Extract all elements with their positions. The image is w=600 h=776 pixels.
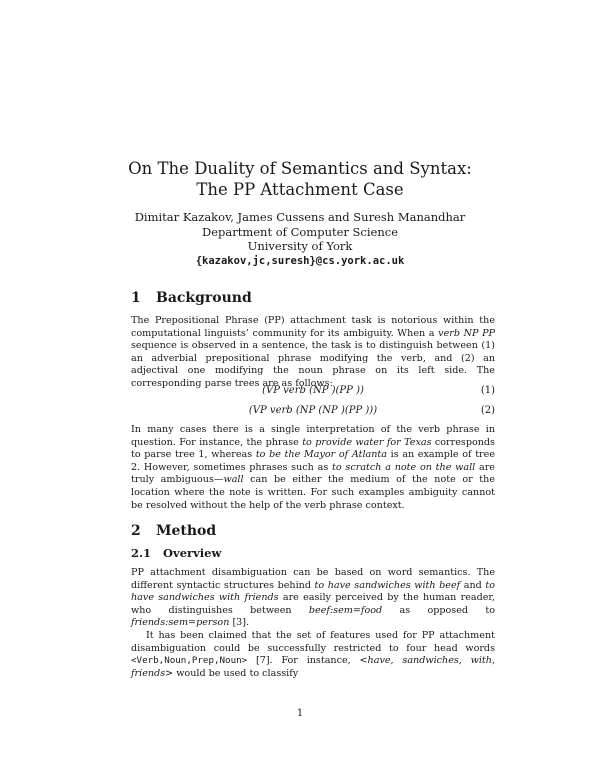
author-block <box>0 210 600 268</box>
page-number: 1 <box>296 708 304 719</box>
text-run: and <box>460 579 486 591</box>
section-1-paragraph-2 <box>131 424 495 512</box>
emphasis: wall <box>223 474 244 486</box>
emphasis: <have, sandwiches, with, friends> <box>131 655 495 679</box>
section-2-title: Method <box>156 523 217 539</box>
emphasis: to provide water for Texas <box>302 436 432 448</box>
author-names: Dimitar Kazakov, James Cussens and Suresh Manandhar <box>134 210 466 224</box>
text-run: would be used to classify <box>173 667 299 679</box>
code-text: <Verb,Noun,Prep,Noun> <box>131 655 248 667</box>
equation-1-label: (1) <box>480 385 495 396</box>
emphasis: to have sandwiches with friends <box>131 579 495 604</box>
text-run: It has been claimed that the set of features used for PP attachment disambiguation could be successfully restricted to four head words <box>131 629 495 654</box>
section-1-title: Background <box>156 290 252 306</box>
equation-2 <box>131 404 495 417</box>
section-2-number: 2 <box>131 523 141 539</box>
text-run: sequence is observed in a sentence, the task is to distinguish between (1) an adverbial prepositional phrase modifying the verb, and (2) an adjectival one modifying the noun phrase on its left side. The corresponding parse trees are as follows: <box>131 340 495 389</box>
emphasis: friends:sem=person <box>131 617 230 629</box>
equation-1-expression: (VP verb (NP )(PP )) <box>262 385 364 396</box>
section-1-number: 1 <box>131 290 141 306</box>
section-2-paragraphs <box>131 567 495 680</box>
emphasis: to be the Mayor of Atlanta <box>255 449 387 461</box>
title-line-1: On The Duality of Semantics and Syntax: <box>128 159 472 178</box>
text-run: can be either the medium of the note or the location where the note is written. For such examples ambiguity cannot be resolved without the help of the verb phrase context. <box>131 474 495 511</box>
section-2-paragraph-1 <box>131 567 495 630</box>
text-run: In many cases there is a single interpretation of the verb phrase in question. For instance, the phrase <box>131 424 495 448</box>
text-run: corresponds to parse tree 1, whereas <box>131 436 495 461</box>
equation-2-expression: (VP verb (NP (NP )(PP ))) <box>248 405 378 416</box>
equation-1 <box>131 384 495 397</box>
equation-2-label: (2) <box>480 405 495 416</box>
text-run: [3]. <box>229 617 250 629</box>
paper-title <box>0 158 600 200</box>
text-run: are truly ambiguous— <box>131 461 495 486</box>
text-run: is an example of tree 2. However, sometimes phrases such as <box>131 449 495 473</box>
author-department: Department of Computer Science <box>201 224 399 239</box>
text-run: PP attachment disambiguation can be based on word semantics. The different syntactic structures behind <box>131 567 495 591</box>
subsection-2-1-heading <box>131 546 221 560</box>
emphasis: verb NP PP <box>438 327 496 339</box>
text-run: The Prepositional Phrase (PP) attachment task is notorious within the computational linguists’ community for its ambiguity. When a <box>131 315 495 339</box>
author-university: University of York <box>247 239 353 253</box>
section-2-heading <box>131 523 216 540</box>
subsection-2-1-title: Overview <box>163 546 222 560</box>
emphasis: beef:sem=food <box>308 604 383 616</box>
subsection-2-1-number: 2.1 <box>131 546 152 560</box>
author-email: {kazakov,jc,suresh}@cs.york.ac.uk <box>195 254 405 267</box>
text-run: as opposed to <box>382 604 496 616</box>
text-run: are easily perceived by the human reader, who distinguishes between <box>131 592 495 616</box>
emphasis: to scratch a note on the wall <box>332 461 476 473</box>
section-1-heading <box>131 290 252 307</box>
section-2-paragraph-2 <box>131 630 495 680</box>
title-line-2: The PP Attachment Case <box>196 180 404 199</box>
emphasis: to have sandwiches with beef <box>314 579 461 591</box>
section-1-paragraph-1 <box>131 315 495 391</box>
text-run: [7]. For instance, <box>247 655 360 667</box>
